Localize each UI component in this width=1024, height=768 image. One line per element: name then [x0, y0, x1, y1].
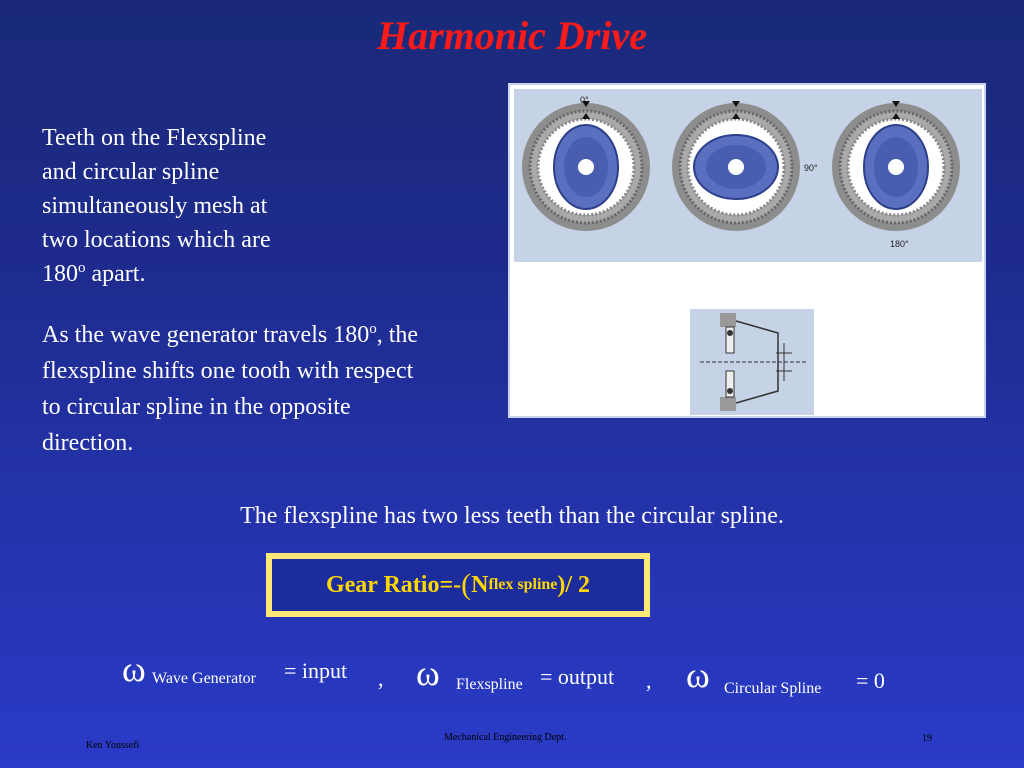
para1-line5-rest: apart.: [85, 261, 146, 287]
gear-180-deg-icon: [832, 101, 960, 231]
formula-minus: -: [453, 571, 462, 598]
zero-equation: = 0: [856, 668, 885, 693]
para1-line1: Teeth on the Flexspline: [42, 125, 267, 151]
angular-velocity-line: [0, 648, 1024, 708]
gear-ratio-formula: [270, 557, 646, 613]
para2-line2: flexspline shifts one tooth with respect: [42, 358, 414, 384]
circular-spline-subscript: Circular Spline: [724, 680, 822, 697]
para1-line3: simultaneously mesh at: [42, 193, 268, 219]
formula-n: N: [471, 571, 489, 598]
formula-subscript: flex spline: [488, 576, 558, 593]
cross-section-svg: [690, 309, 814, 415]
omega-symbol-circular: ω: [686, 655, 710, 695]
label-0-degrees: 0°: [580, 95, 589, 105]
gear-mesh-svg: [514, 89, 982, 262]
page-title: Harmonic Drive: [377, 13, 647, 58]
gear-mesh-diagram: [514, 89, 982, 262]
output-equation: = output: [540, 664, 615, 689]
para2-line3: to circular spline in the opposite: [42, 394, 351, 420]
formula-label: Gear Ratio: [325, 571, 440, 598]
cross-section-diagram: [690, 309, 814, 415]
teeth-difference-statement: The flexspline has two less teeth than the circular spline.: [240, 503, 784, 529]
formula-paren: (: [461, 568, 472, 601]
label-90-degrees: 90°: [804, 163, 818, 173]
input-equation: = input: [284, 658, 348, 683]
gear-ratio-formula-box: [266, 553, 650, 617]
comma-1: ,: [378, 666, 384, 691]
flexspline-subscript: Flexspline: [456, 676, 523, 693]
para2-line1-post: , the: [376, 322, 419, 348]
para1-line2: and circular spline: [42, 159, 220, 185]
label-180-degrees: 180°: [890, 239, 909, 249]
formula-equals: =: [439, 571, 454, 598]
degree-superscript: o: [369, 321, 377, 337]
footer-author: Ken Youssefi: [86, 740, 140, 751]
gear-0-deg-icon: [522, 101, 650, 231]
wave-generator-subscript: Wave Generator: [152, 670, 256, 687]
harmonic-drive-figure: [508, 83, 986, 418]
formula-end: )/ 2: [557, 571, 591, 598]
paragraph-mesh-description: [42, 121, 342, 291]
omega-symbol-flexspline: ω: [416, 653, 440, 693]
paragraph-wave-generator: [42, 317, 492, 461]
para1-line5-number: 180: [42, 261, 78, 287]
page-number: 19: [922, 733, 932, 744]
comma-2: ,: [646, 668, 652, 693]
degree-superscript: o: [78, 260, 86, 276]
para2-line4: direction.: [42, 430, 134, 456]
footer-department: Mechanical Engineering Dept.: [444, 732, 567, 743]
para1-line4: two locations which are: [42, 227, 271, 253]
para2-line1-pre: As the wave generator travels 180: [42, 322, 370, 348]
omega-symbol-wave: ω: [122, 649, 146, 689]
gear-90-deg-icon: [672, 101, 800, 231]
